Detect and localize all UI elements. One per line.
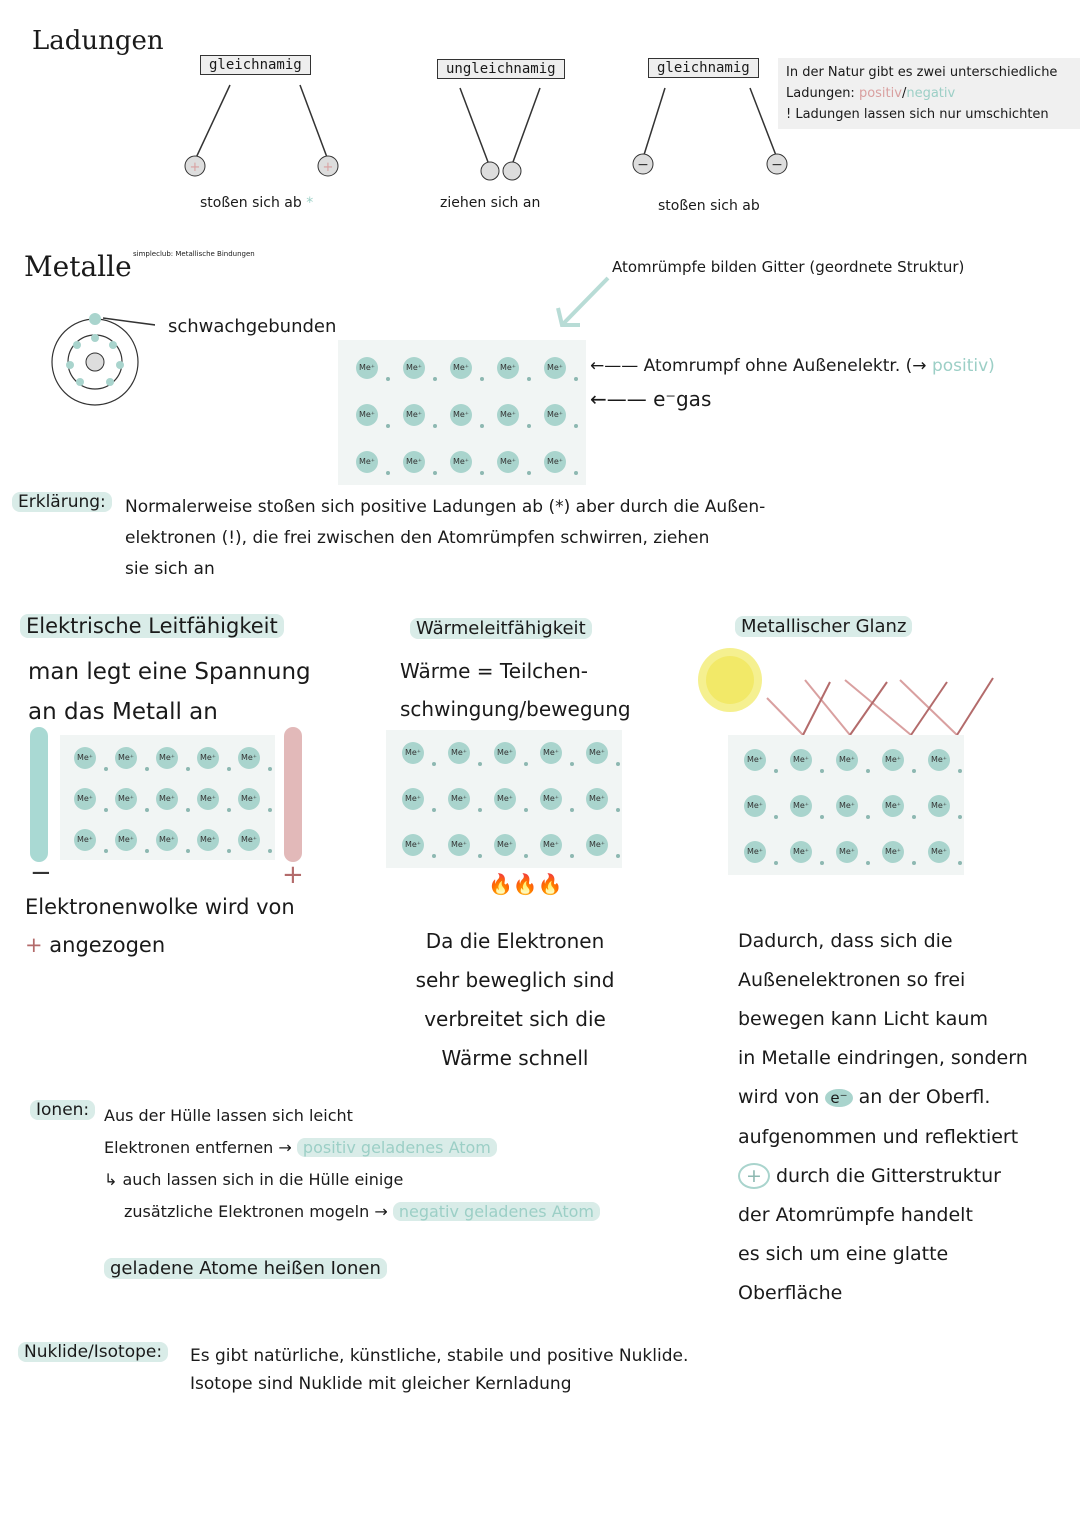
- pendulum-caption-2: ziehen sich an: [440, 195, 541, 211]
- metal-atom: Me⁺: [494, 834, 516, 856]
- pendulum-caption-3: stoßen sich ab: [658, 198, 760, 214]
- electron-dot: [145, 808, 149, 812]
- electron-dot: [912, 769, 916, 773]
- metal-atom: Me⁺: [744, 749, 766, 771]
- lattice-arrow: [550, 270, 620, 335]
- electron-dot: [432, 762, 436, 766]
- atom-shell-diagram: [45, 310, 155, 410]
- ions-label: Ionen:: [30, 1100, 95, 1120]
- plus-badge: +: [738, 1163, 770, 1189]
- electron-dot: [386, 471, 390, 475]
- metal-atom: Me⁺: [74, 747, 96, 769]
- electron-dot: [480, 424, 484, 428]
- metal-atom: Me⁺: [497, 357, 519, 379]
- metal-atom: Me⁺: [74, 788, 96, 810]
- electron-dot: [524, 854, 528, 858]
- source-note: simpleclub: Metallische Bindungen: [133, 250, 255, 258]
- metal-atom: Me⁺: [586, 742, 608, 764]
- electron-dot: [524, 808, 528, 812]
- metal-atom: Me⁺: [403, 404, 425, 426]
- metal-atom: Me⁺: [586, 834, 608, 856]
- metal-atom: Me⁺: [540, 788, 562, 810]
- metal-atom: Me⁺: [586, 788, 608, 810]
- plus-sign: +: [282, 860, 304, 890]
- heat-lattice: [386, 730, 622, 868]
- metal-atom: Me⁺: [403, 357, 425, 379]
- electron-dot: [433, 471, 437, 475]
- electron-dot: [866, 861, 870, 865]
- metal-atom: Me⁺: [115, 747, 137, 769]
- electron-dot: [574, 377, 578, 381]
- metal-atom: Me⁺: [494, 742, 516, 764]
- metal-atom: Me⁺: [197, 829, 219, 851]
- metal-atom: Me⁺: [197, 747, 219, 769]
- electron-dot: [186, 767, 190, 771]
- svg-text:+: +: [189, 160, 201, 175]
- electron-dot: [432, 808, 436, 812]
- electron-dot: [432, 854, 436, 858]
- heat-title: Wärmeleitfähigkeit: [410, 618, 592, 639]
- electron-dot: [912, 815, 916, 819]
- electron-dot: [616, 854, 620, 858]
- nuclides-text: Es gibt natürliche, künstliche, stabile und positive Nuklide. Isotope sind Nuklide mit gleicher Kernladung: [190, 1346, 689, 1394]
- metal-atom: Me⁺: [836, 795, 858, 817]
- svg-text:+: +: [322, 160, 334, 175]
- electron-dot: [386, 424, 390, 428]
- luster-title: Metallischer Glanz: [735, 616, 912, 637]
- svg-text:−: −: [771, 157, 783, 173]
- electron-dot: [268, 808, 272, 812]
- metal-atom: Me⁺: [356, 451, 378, 473]
- metal-atom: Me⁺: [156, 747, 178, 769]
- metal-atom: Me⁺: [790, 841, 812, 863]
- electron-dot: [480, 471, 484, 475]
- section-title-ladungen: Ladungen: [32, 26, 164, 56]
- metal-atom: Me⁺: [115, 788, 137, 810]
- electron-dot: [478, 762, 482, 766]
- electron-dot: [227, 767, 231, 771]
- conductivity-caption: Elektronenwolke wird von + angezogen: [25, 895, 295, 957]
- metal-atom: Me⁺: [544, 451, 566, 473]
- metal-atom: Me⁺: [744, 795, 766, 817]
- metal-atom: Me⁺: [744, 841, 766, 863]
- metal-atom: Me⁺: [238, 747, 260, 769]
- metal-atom: Me⁺: [74, 829, 96, 851]
- electron-dot: [480, 377, 484, 381]
- explanation-text: Normalerweise stoßen sich positive Ladungen ab (*) aber durch die Außen- elektronen (!), die frei zwischen den Atomrümpfen schwirren, ziehen sie sich an: [125, 497, 766, 579]
- electron-dot: [574, 424, 578, 428]
- electron-dot: [866, 815, 870, 819]
- electron-dot: [616, 762, 620, 766]
- pendulum-caption-1: stoßen sich ab *: [200, 195, 314, 211]
- metal-atom: Me⁺: [790, 795, 812, 817]
- electron-dot: [616, 808, 620, 812]
- metal-atom: Me⁺: [928, 749, 950, 771]
- electron-dot: [774, 769, 778, 773]
- metal-atom: Me⁺: [450, 357, 472, 379]
- metal-atom: Me⁺: [156, 829, 178, 851]
- metal-atom: Me⁺: [836, 841, 858, 863]
- electron-dot: [574, 471, 578, 475]
- minus-sign: −: [30, 858, 52, 888]
- metal-atom: Me⁺: [448, 834, 470, 856]
- metal-atom: Me⁺: [197, 788, 219, 810]
- metal-atom: Me⁺: [450, 451, 472, 473]
- metal-atom: Me⁺: [540, 742, 562, 764]
- metal-atom: Me⁺: [882, 749, 904, 771]
- weak-bound-label: schwachgebunden: [168, 316, 337, 337]
- electron-dot: [820, 861, 824, 865]
- metal-atom: Me⁺: [356, 404, 378, 426]
- flames: 🔥🔥🔥: [488, 872, 563, 896]
- ions-summary: geladene Atome heißen Ionen: [104, 1258, 387, 1279]
- electron-dot: [104, 767, 108, 771]
- negative-electrode: [30, 727, 48, 862]
- metal-atom: Me⁺: [544, 404, 566, 426]
- metal-atom: Me⁺: [882, 795, 904, 817]
- electron-dot: [478, 808, 482, 812]
- electron-dot: [145, 767, 149, 771]
- conductivity-lattice: [60, 735, 275, 860]
- electron-dot: [268, 849, 272, 853]
- electron-dot: [527, 424, 531, 428]
- metal-atom: Me⁺: [402, 788, 424, 810]
- electron-dot: [386, 377, 390, 381]
- electron-dot: [912, 861, 916, 865]
- metal-atom: Me⁺: [494, 788, 516, 810]
- electron-dot: [570, 854, 574, 858]
- electron-dot: [227, 849, 231, 853]
- egas-label: ←—— e⁻gas: [590, 387, 712, 411]
- metal-atom: Me⁺: [497, 404, 519, 426]
- metal-atom: Me⁺: [402, 834, 424, 856]
- lattice-label: Atomrümpfe bilden Gitter (geordnete Struktur): [612, 258, 965, 276]
- metal-atom: Me⁺: [115, 829, 137, 851]
- metal-atom: Me⁺: [402, 742, 424, 764]
- heat-intro: Wärme = Teilchen- schwingung/bewegung: [400, 659, 631, 721]
- electron-dot: [958, 815, 962, 819]
- metal-atom: Me⁺: [448, 788, 470, 810]
- positive-electrode: [284, 727, 302, 862]
- metal-atom: Me⁺: [544, 357, 566, 379]
- metal-atom: Me⁺: [790, 749, 812, 771]
- pendulum-label-3: gleichnamig: [648, 58, 759, 78]
- electron-dot: [774, 861, 778, 865]
- metal-atom: Me⁺: [497, 451, 519, 473]
- electron-dot: [820, 769, 824, 773]
- electron-dot: [524, 762, 528, 766]
- electron-dot: [186, 849, 190, 853]
- conductivity-intro: man legt eine Spannung an das Metall an: [28, 659, 311, 725]
- metal-atom: Me⁺: [156, 788, 178, 810]
- metal-atom: Me⁺: [238, 788, 260, 810]
- rumpf-label: ←—— Atomrumpf ohne Außenelektr. (→ positiv): [590, 356, 995, 376]
- section-title-metalle: Metalle: [24, 250, 132, 283]
- nuclides-label: Nuklide/Isotope:: [18, 1342, 168, 1362]
- sun-reflection-diagram: [685, 640, 1015, 750]
- electron-dot: [478, 854, 482, 858]
- metal-atom: Me⁺: [928, 841, 950, 863]
- metal-atom: Me⁺: [450, 404, 472, 426]
- electron-dot: [866, 769, 870, 773]
- metal-atom: Me⁺: [882, 841, 904, 863]
- luster-lattice: [728, 735, 964, 875]
- pendulum-label-1: gleichnamig: [200, 55, 311, 75]
- electron-dot: [104, 808, 108, 812]
- metal-atom: Me⁺: [238, 829, 260, 851]
- electron-dot: [570, 808, 574, 812]
- electron-dot: [820, 815, 824, 819]
- explanation-label: Erklärung:: [12, 492, 112, 512]
- electron-dot: [186, 808, 190, 812]
- metal-lattice: [338, 340, 586, 485]
- electron-dot: [570, 762, 574, 766]
- metal-atom: Me⁺: [448, 742, 470, 764]
- heat-text: Da die Elektronen sehr beweglich sind verbreitet sich die Wärme schnell: [415, 929, 615, 1070]
- luster-text: Dadurch, dass sich die Außenelektronen so frei bewegen kann Licht kaum in Metalle eindringen, sondern wird von e⁻ an der Oberfl. aufgenommen und reflektiert + durch die Gitterstruktur der Atomrümpfe handelt es sich um eine glatte Oberfläche: [738, 930, 1028, 1304]
- electron-badge: e⁻: [825, 1089, 852, 1107]
- electron-dot: [145, 849, 149, 853]
- electron-dot: [268, 767, 272, 771]
- conductivity-title: Elektrische Leitfähigkeit: [20, 614, 284, 638]
- metal-atom: Me⁺: [356, 357, 378, 379]
- electron-dot: [958, 769, 962, 773]
- electron-dot: [433, 377, 437, 381]
- electron-dot: [433, 424, 437, 428]
- electron-dot: [227, 808, 231, 812]
- electron-dot: [527, 377, 531, 381]
- metal-atom: Me⁺: [836, 749, 858, 771]
- metal-atom: Me⁺: [928, 795, 950, 817]
- metal-atom: Me⁺: [403, 451, 425, 473]
- charges-note: In der Natur gibt es zwei unterschiedliche Ladungen: positiv/negativ ! Ladungen lassen sich nur umschichten: [778, 58, 1080, 129]
- svg-text:−: −: [637, 157, 649, 173]
- pendulum-label-2: ungleichnamig: [437, 59, 565, 79]
- electron-dot: [774, 815, 778, 819]
- electron-dot: [527, 471, 531, 475]
- electron-dot: [104, 849, 108, 853]
- electron-dot: [958, 861, 962, 865]
- ions-text: Aus der Hülle lassen sich leicht Elektronen entfernen → positiv geladenes Atom ↳ auch lassen sich in die Hülle einige zusätzliche Elektronen mogeln → negativ geladenes Atom: [104, 1100, 600, 1228]
- metal-atom: Me⁺: [540, 834, 562, 856]
